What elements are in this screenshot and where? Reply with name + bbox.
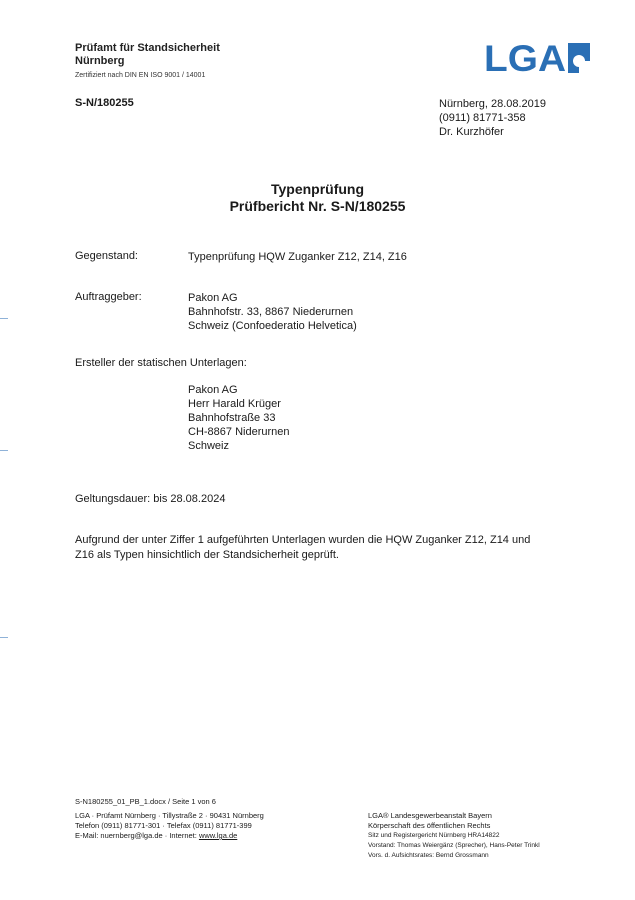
organization-name bbox=[75, 42, 220, 68]
footer-address: LGA · Prüfamt Nürnberg · Tillystraße 2 · 90431 Nürnberg bbox=[75, 811, 264, 820]
author-line: Schweiz bbox=[188, 440, 229, 452]
result-paragraph bbox=[75, 533, 575, 563]
legal-line: Vors. d. Aufsichtsrates: Bernd Grossmann bbox=[368, 852, 489, 859]
client-line: Schweiz (Confoederatio Helvetica) bbox=[188, 320, 357, 332]
contact-person: Dr. Kurzhöfer bbox=[439, 126, 504, 138]
place-date: Nürnberg, 28.08.2019 bbox=[439, 98, 547, 110]
logo-text: LGA bbox=[484, 40, 566, 74]
certification-note: Zertifiziert nach DIN EN ISO 9001 / 14001 bbox=[75, 72, 206, 79]
reference-number: S-N/180255 bbox=[75, 97, 134, 109]
organization-name-line1: Prüfamt für Standsicherheit bbox=[75, 42, 220, 54]
subject-value: Typenprüfung HQW Zuganker Z12, Z14, Z16 bbox=[188, 251, 407, 263]
client-address bbox=[188, 291, 357, 333]
paragraph-line: Aufgrund der unter Ziffer 1 aufgeführten Unterlagen wurden die HQW Zuganker Z12, Z14 und bbox=[75, 534, 531, 546]
validity-period: Geltungsdauer: bis 28.08.2024 bbox=[75, 493, 226, 505]
phone: (0911) 81771-358 bbox=[439, 112, 526, 124]
legal-line: Sitz und Registergericht Nürnberg HRA14822 bbox=[368, 832, 500, 839]
title-line2: Prüfbericht Nr. S-N/180255 bbox=[229, 198, 406, 214]
legal-line: Körperschaft des öffentlichen Rechts bbox=[368, 821, 491, 830]
author-line: CH-8867 Niderurnen bbox=[188, 426, 290, 438]
margin-mark bbox=[0, 637, 8, 638]
organization-name-line2: Nürnberg bbox=[75, 55, 125, 67]
file-page-info: S-N180255_01_PB_1.docx / Seite 1 von 6 bbox=[75, 797, 216, 806]
footer-email: E-Mail: nuernberg@lga.de · Internet: bbox=[75, 831, 199, 840]
website-link[interactable]: www.lga.de bbox=[198, 831, 238, 840]
margin-mark bbox=[0, 318, 8, 319]
paragraph-line: Z16 als Typen hinsichtlich der Standsicherheit geprüft. bbox=[75, 549, 339, 561]
footer-legal bbox=[368, 811, 540, 861]
author-line: Pakon AG bbox=[188, 384, 238, 396]
client-line: Bahnhofstr. 33, 8867 Niederurnen bbox=[188, 306, 354, 318]
footer-phone-fax: Telefon (0911) 81771-301 · Telefax (0911) 81771-399 bbox=[75, 821, 252, 830]
client-line: Pakon AG bbox=[188, 292, 238, 304]
lga-logo bbox=[484, 40, 592, 74]
legal-line: LGA® Landesgewerbeanstalt Bayern bbox=[368, 811, 492, 820]
client-label: Auftraggeber: bbox=[75, 291, 142, 303]
author-line: Bahnhofstraße 33 bbox=[188, 412, 276, 424]
author-line: Herr Harald Krüger bbox=[188, 398, 281, 410]
author-label: Ersteller der statischen Unterlagen: bbox=[75, 357, 247, 369]
margin-mark bbox=[0, 450, 8, 451]
footer-contact bbox=[75, 811, 264, 841]
legal-line: Vorstand: Thomas Weiergänz (Sprecher), Hans-Peter Trinkl bbox=[368, 842, 540, 849]
subject-label: Gegenstand: bbox=[75, 250, 138, 262]
document-title bbox=[0, 181, 635, 215]
title-line1: Typenprüfung bbox=[270, 181, 365, 197]
logo-corner bbox=[579, 61, 590, 73]
author-address bbox=[188, 383, 290, 453]
footer-email-web bbox=[75, 831, 264, 841]
contact-block bbox=[439, 97, 546, 139]
